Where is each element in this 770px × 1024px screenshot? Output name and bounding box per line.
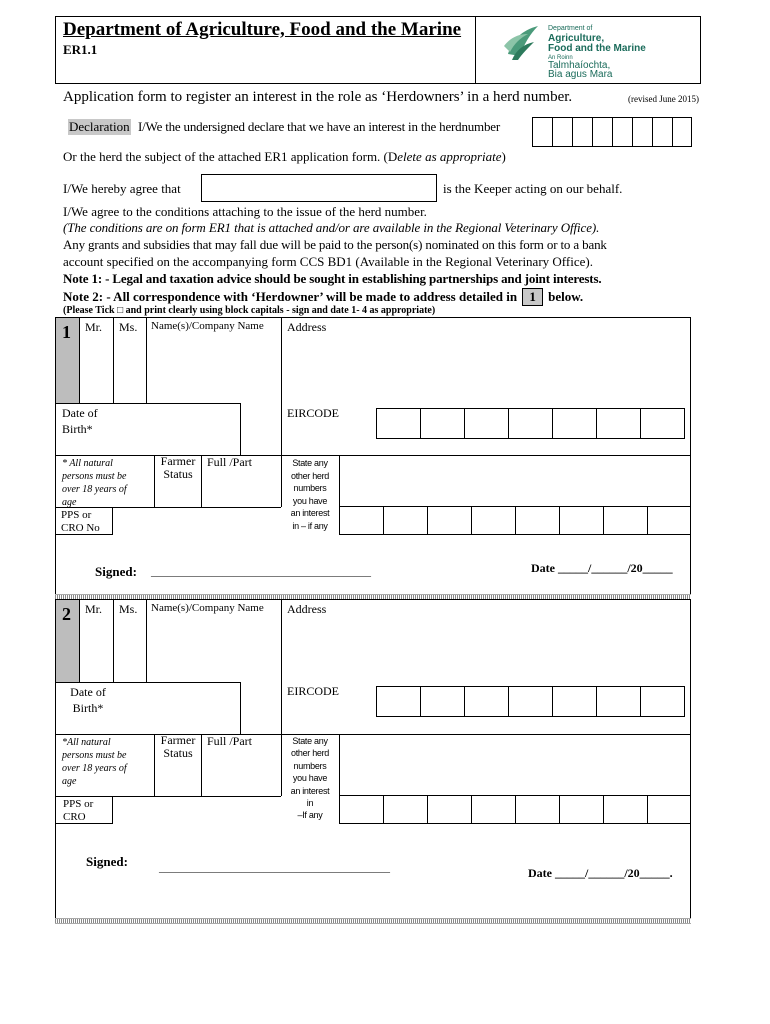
leaf-emblem-icon	[502, 22, 542, 62]
eircode-cell[interactable]	[420, 686, 465, 717]
other-herd-cell[interactable]	[471, 506, 516, 535]
note-2-text: Note 2: - All correspondence with ‘Herdowner’ will be made to address detailed in	[63, 289, 518, 304]
eircode-cell[interactable]	[552, 408, 597, 439]
herd-digit-5[interactable]	[612, 117, 633, 147]
state-line: numbers	[293, 760, 327, 771]
section-2-address-label: Address	[287, 602, 327, 616]
birth-line: Birth*	[72, 701, 104, 715]
eircode-cell[interactable]	[376, 686, 421, 717]
state-line: State any	[292, 736, 328, 746]
logo-line-4: An Roinn	[548, 55, 573, 61]
state-line: in	[306, 798, 314, 809]
eircode-cell[interactable]	[640, 408, 685, 439]
section-2-eircode-label: EIRCODE	[287, 684, 339, 698]
pps-line: PPS or	[63, 798, 94, 810]
s2-h-pps	[55, 796, 281, 797]
section-1-herd-numbers	[339, 506, 691, 535]
other-herd-cell[interactable]	[339, 795, 384, 824]
section-1-address-label: Address	[287, 320, 327, 334]
section-2-ms: Ms.	[119, 602, 138, 616]
other-herd-cell[interactable]	[647, 795, 691, 824]
state-line: you have	[292, 773, 328, 784]
grants-text-1: Any grants and subsidies that may fall due will be paid to the person(s) nominated on this form or to a bank	[63, 237, 607, 252]
s1-v-mr	[113, 317, 114, 403]
s1-h-dob	[55, 403, 241, 404]
s1-v-fullpart-r	[281, 455, 282, 507]
section-1-box	[55, 317, 691, 595]
grants-text-2: account specified on the accompanying form CCS BD1 (Available in the Regional Veterinary Office).	[63, 254, 593, 269]
s1-v-fullpart	[201, 455, 202, 507]
conditions-text: I/We agree to the conditions attaching to the issue of the herd number.	[63, 204, 427, 219]
section-1-natural-note	[62, 457, 127, 509]
cro-line: CRO	[63, 811, 86, 823]
other-herd-cell[interactable]	[603, 795, 648, 824]
status-line: Status	[163, 746, 193, 760]
conditions-italic: (The conditions are on form ER1 that is attached and/or are available in the Regional Veterinary Office).	[63, 220, 600, 235]
other-herd-cell[interactable]	[515, 506, 560, 535]
note-line: age	[62, 776, 77, 787]
delete-as-appropriate: elete as appropriate	[397, 149, 502, 164]
section-1-pps-label	[61, 509, 100, 535]
herd-digit-4[interactable]	[592, 117, 613, 147]
other-herd-cell[interactable]	[339, 506, 384, 535]
section-2-signature-line[interactable]: __________________________________________	[159, 862, 390, 874]
s2-v-fullpart-r	[281, 734, 282, 796]
department-title: Department of Agriculture, Food and the Marine	[63, 19, 462, 40]
section-1-dob-label-2: Birth*	[62, 422, 93, 436]
herd-number-boxes	[532, 117, 692, 147]
state-line: other herd	[290, 748, 330, 759]
other-herd-cell[interactable]	[515, 795, 560, 824]
section-2-dob-label	[66, 684, 110, 716]
section-1-state-label	[283, 457, 337, 533]
section-1-eircode-label: EIRCODE	[287, 406, 339, 420]
s2-v-pps	[112, 796, 113, 824]
logo-line-5: Talmhaíochta,	[548, 60, 611, 71]
declaration-text: I/We the undersigned declare that we have an interest in the herdnumber	[138, 119, 500, 134]
other-herd-cell[interactable]	[603, 506, 648, 535]
other-herd-cell[interactable]	[559, 506, 604, 535]
section-2-eircode-boxes	[376, 686, 685, 717]
s2-v-tab	[79, 599, 80, 682]
s2-v-dob	[240, 682, 241, 734]
other-herd-cell[interactable]	[383, 795, 428, 824]
logo-line-6: Bia agus Mara	[548, 69, 613, 80]
section-2-separator	[55, 918, 691, 924]
s1-v-ms	[146, 317, 147, 403]
keeper-name-input[interactable]	[201, 174, 437, 202]
cro-line: CRO No	[61, 522, 100, 534]
herd-digit-3[interactable]	[572, 117, 593, 147]
s2-h-farmer	[55, 734, 691, 735]
section-1-farmer-label	[156, 455, 200, 481]
or-close: )	[501, 149, 506, 164]
herd-digit-7[interactable]	[652, 117, 673, 147]
note-line: over 18 years of	[62, 763, 127, 774]
section-1-date[interactable]: Date _____/______/20_____	[531, 561, 673, 575]
other-herd-cell[interactable]	[471, 795, 516, 824]
section-1-dob-label-1: Date of	[62, 406, 98, 420]
farmer-line: Farmer	[160, 733, 196, 747]
section-1-fullpart-label: Full /Part	[207, 455, 253, 469]
other-herd-cell[interactable]	[647, 506, 691, 535]
note-line: persons must be	[62, 471, 127, 482]
section-1-name-label: Name(s)/Company Name	[151, 320, 264, 332]
state-line: –If any	[297, 810, 323, 821]
logo-line-3: Food and the Marine	[548, 43, 646, 54]
note-line: age	[62, 497, 77, 508]
herd-digit-6[interactable]	[632, 117, 653, 147]
note-line: over 18 years of	[62, 484, 127, 495]
note-2-number: 1	[522, 288, 543, 306]
other-herd-cell[interactable]	[559, 795, 604, 824]
other-herd-cell[interactable]	[383, 506, 428, 535]
herd-digit-8[interactable]	[672, 117, 692, 147]
note-2-below: below.	[548, 289, 584, 304]
farmer-line: Farmer	[160, 454, 196, 468]
s1-h-pps	[55, 507, 281, 508]
or-herd-text: Or the herd the subject of the attached ER1 application form. (D	[63, 149, 398, 164]
state-line: other herd	[290, 470, 330, 481]
s2-v-fullpart	[201, 734, 202, 796]
department-logo	[500, 22, 690, 78]
eircode-cell[interactable]	[464, 408, 509, 439]
status-line: Status	[163, 467, 193, 481]
note-line: *All natural	[62, 737, 111, 748]
section-1-eircode-boxes	[376, 408, 685, 439]
note-2	[63, 288, 583, 306]
please-tick: (Please Tick □ and print clearly using block capitals - sign and date 1- 4 as appropriate)	[63, 305, 436, 316]
eircode-cell[interactable]	[596, 686, 641, 717]
other-herd-cell[interactable]	[427, 506, 472, 535]
herd-digit-2[interactable]	[552, 117, 573, 147]
s2-v-name	[281, 599, 282, 734]
logo-line-2: Agriculture,	[548, 33, 605, 44]
revised-date: (revised June 2015)	[628, 94, 699, 104]
s2-v-ms	[146, 599, 147, 682]
eircode-cell[interactable]	[376, 408, 421, 439]
header-divider	[475, 16, 476, 84]
section-2-fullpart-label: Full /Part	[207, 734, 253, 748]
section-1-signature-line[interactable]: ________________________________________	[151, 566, 371, 578]
state-line: numbers	[293, 483, 327, 494]
s1-v-dob	[240, 403, 241, 455]
section-2-name-label: Name(s)/Company Name	[151, 602, 264, 614]
section-2-pps-label	[63, 798, 93, 824]
s1-v-tab	[79, 317, 80, 403]
state-line: an interest	[290, 785, 330, 796]
section-2-mr: Mr.	[85, 602, 103, 616]
eircode-cell[interactable]	[508, 686, 553, 717]
section-2-state-label	[283, 735, 337, 822]
section-1-signed-label: Signed:	[95, 564, 137, 579]
s2-v-mr	[113, 599, 114, 682]
note-1: Note 1: - Legal and taxation advice should be sought in establishing partnerships and joint interests.	[63, 271, 602, 286]
or-herd-line	[63, 149, 506, 165]
section-2-signed-label: Signed:	[86, 854, 128, 869]
other-herd-cell[interactable]	[427, 795, 472, 824]
form-code: ER1.1	[63, 42, 98, 57]
s2-v-farmer	[154, 734, 155, 796]
note-line: * All natural	[62, 458, 113, 469]
s1-v-name	[281, 317, 282, 455]
eircode-cell[interactable]	[596, 408, 641, 439]
eircode-cell[interactable]	[464, 686, 509, 717]
section-2-natural-note	[62, 736, 127, 788]
herd-digit-1[interactable]	[532, 117, 553, 147]
eircode-cell[interactable]	[552, 686, 597, 717]
note-line: persons must be	[62, 750, 127, 761]
section-2-farmer-label	[156, 734, 200, 760]
s1-h-farmer	[55, 455, 691, 456]
eircode-cell[interactable]	[508, 408, 553, 439]
s2-h-dob	[55, 682, 241, 683]
declaration-label: Declaration	[69, 119, 130, 134]
state-line: State any	[292, 458, 328, 468]
state-line: an interest	[290, 508, 330, 519]
agree-text: I/We hereby agree that	[63, 181, 181, 196]
state-line: you have	[292, 495, 328, 506]
eircode-cell[interactable]	[420, 408, 465, 439]
section-1-number: 1	[62, 322, 71, 342]
pps-line: PPS or	[61, 509, 92, 521]
section-2-number: 2	[62, 604, 71, 624]
dob-line: Date of	[70, 685, 106, 699]
form-title: Application form to register an interest in the role as ‘Herdowners’ in a herd number.	[63, 89, 573, 105]
keeper-text: is the Keeper acting on our behalf.	[443, 181, 623, 196]
s1-v-farmer	[154, 455, 155, 507]
section-2-herd-numbers	[339, 795, 691, 824]
logo-line-1: Department of	[548, 25, 593, 32]
section-1-ms: Ms.	[119, 320, 138, 334]
s1-v-pps	[112, 507, 113, 535]
section-1-mr: Mr.	[85, 320, 103, 334]
section-2-date[interactable]: Date _____/______/20_____.	[528, 866, 673, 880]
state-line: in – if any	[292, 520, 328, 531]
eircode-cell[interactable]	[640, 686, 685, 717]
